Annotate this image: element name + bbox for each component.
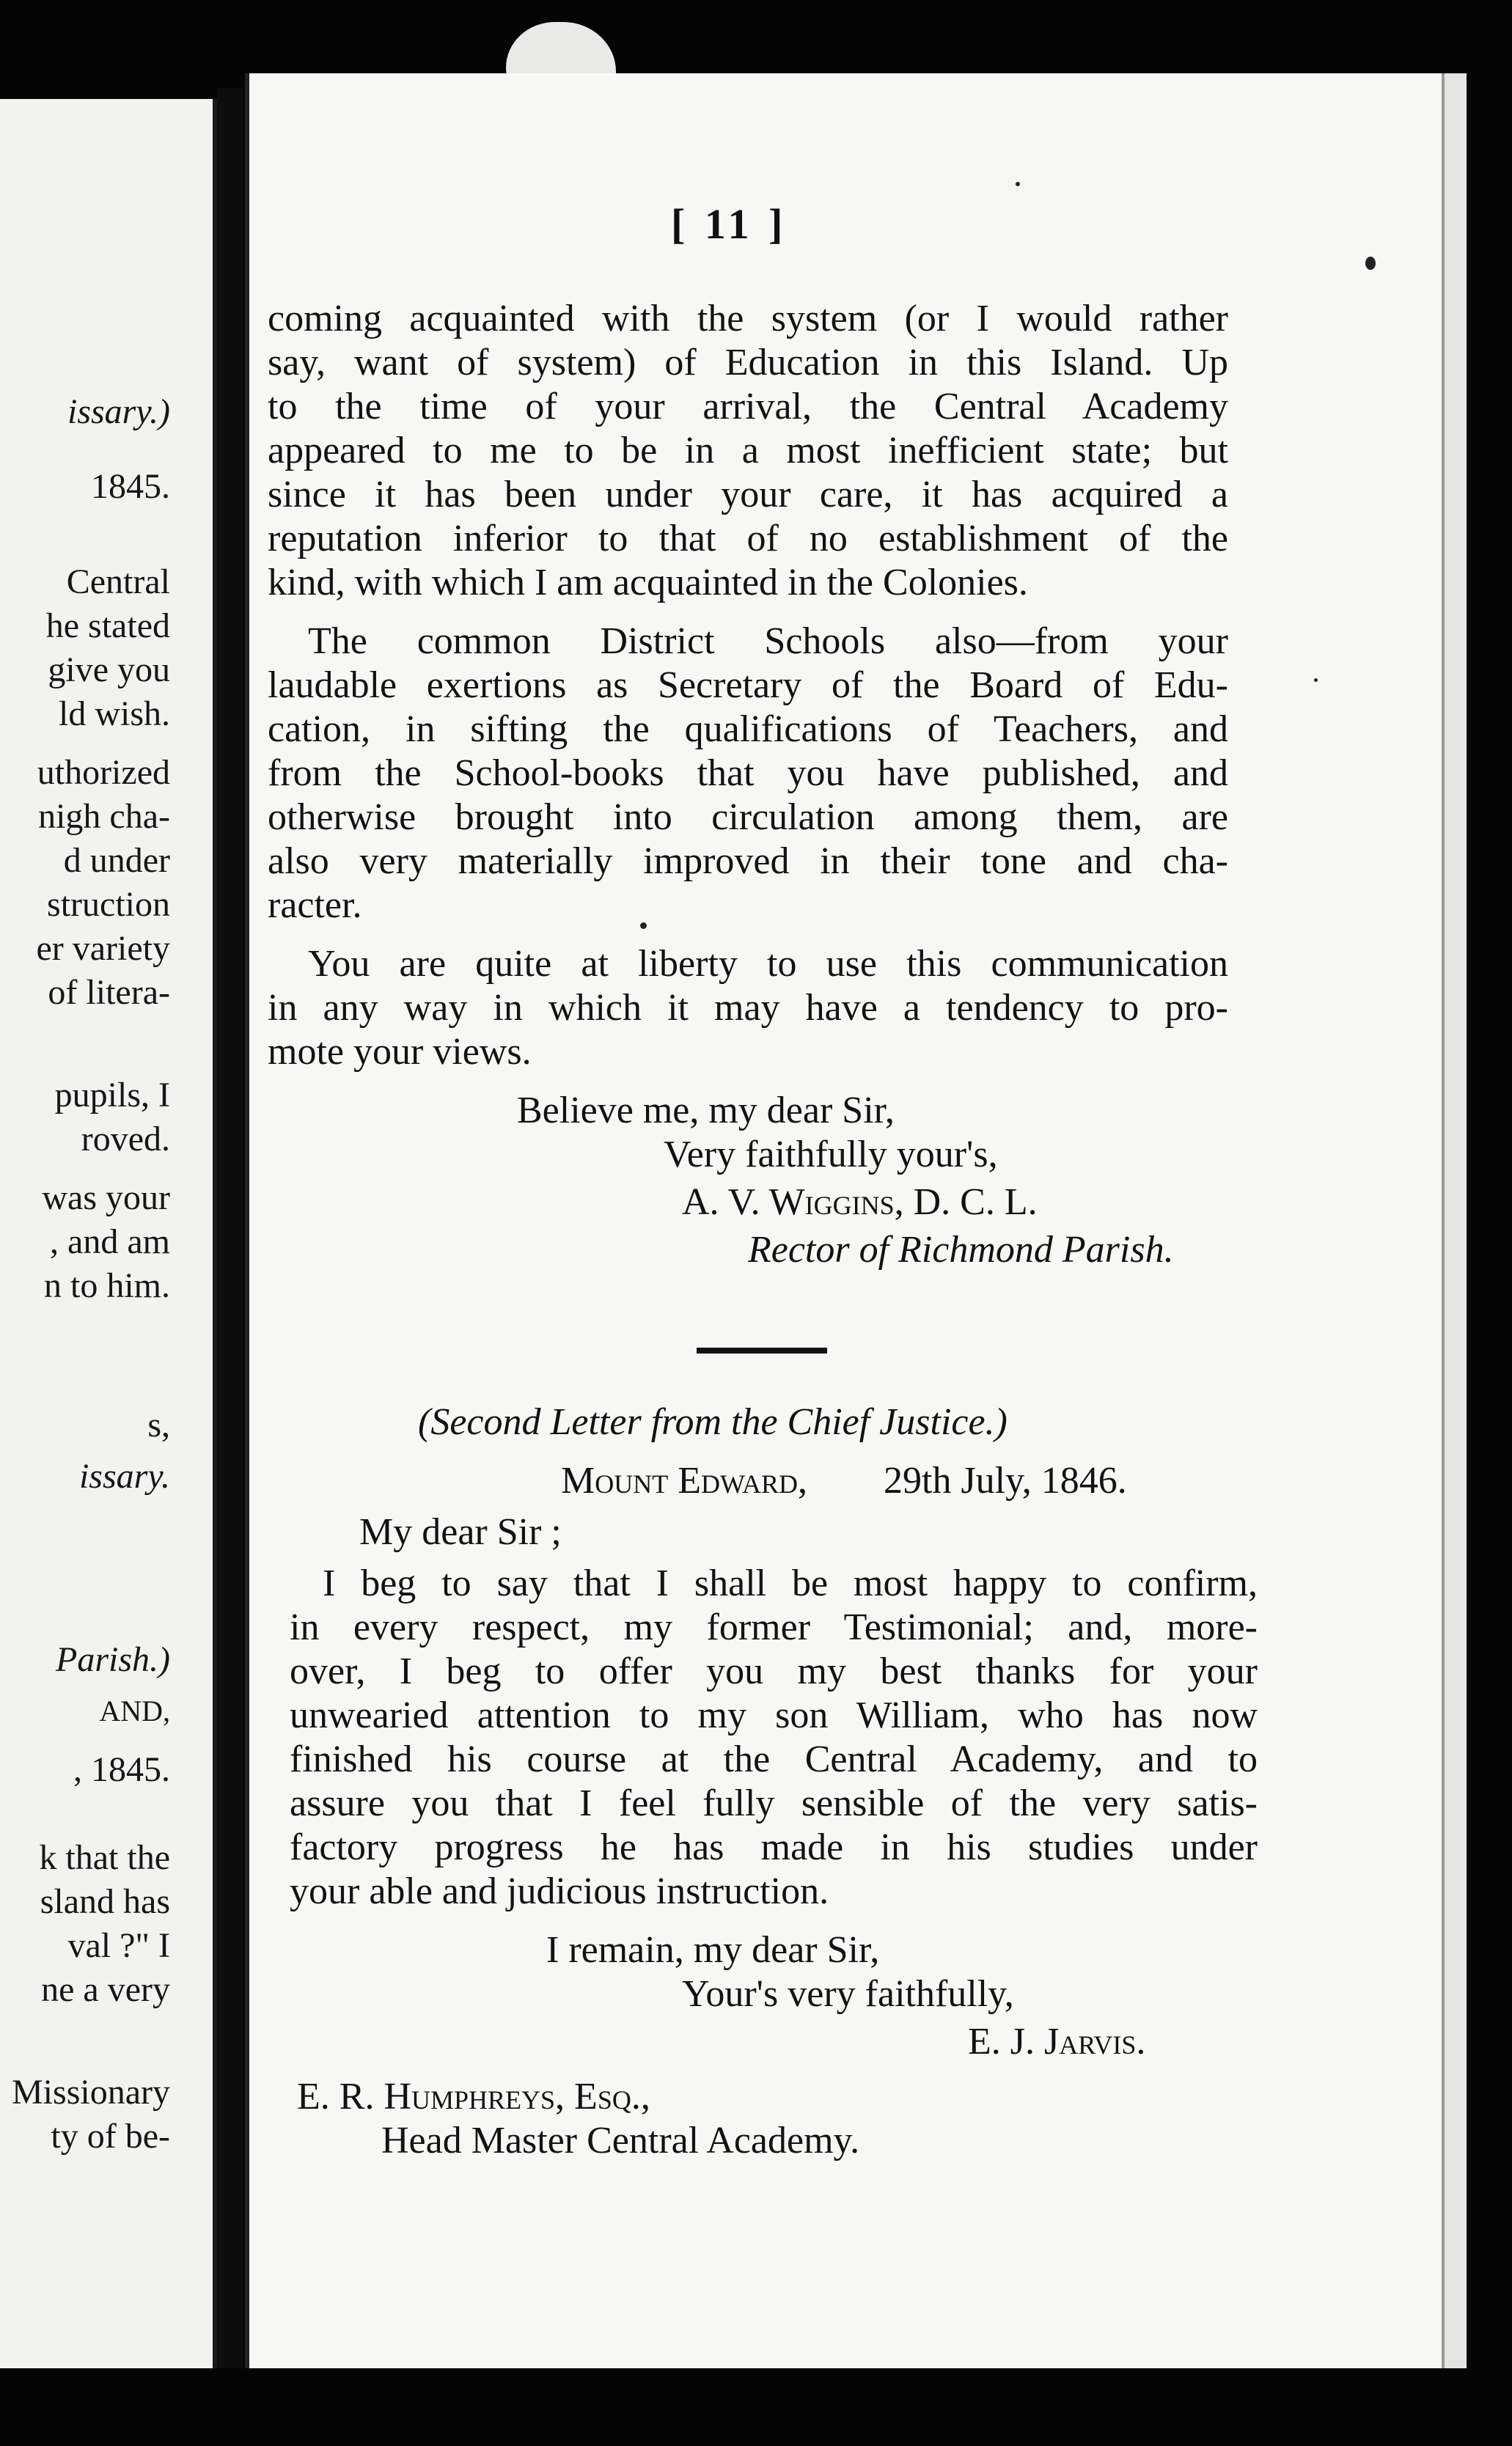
text-line: say, want of system) of Education in this Island. Up [268, 342, 1228, 383]
text-line: coming acquainted with the system (or I would rather [268, 298, 1228, 339]
text-line: from the School-books that you have published, and [268, 752, 1228, 794]
left-line: ne a very [41, 1970, 170, 2009]
dateline-date: 29th July, 1846. [884, 1460, 1127, 1502]
section-heading: (Second Letter from the Chief Justice.) [418, 1401, 1008, 1443]
left-line: roved. [81, 1120, 170, 1158]
signatory-title: Rector of Richmond Parish. [748, 1229, 1174, 1271]
text-line: racter. [268, 884, 362, 926]
text-line: appeared to me to be in a most inefficient state; but [268, 430, 1228, 471]
left-line: s, [147, 1406, 170, 1444]
left-line: uthorized [37, 753, 170, 792]
closing-line: Very faithfully your's, [664, 1134, 998, 1175]
text-line: to the time of your arrival, the Central Academy [268, 386, 1228, 427]
text-line: kind, with which I am acquainted in the Colonies. [268, 562, 1028, 603]
left-line: , and am [50, 1222, 170, 1261]
left-line: pupils, I [54, 1076, 170, 1114]
ink-speck [640, 922, 647, 929]
left-line: k that the [39, 1838, 170, 1877]
text-line: finished his course at the Central Academy, and to [290, 1738, 1258, 1780]
closing-line: I remain, my dear Sir, [546, 1929, 880, 1971]
left-line: er variety [36, 929, 170, 968]
closing-line: Your's very faithfully, [682, 1973, 1014, 2015]
left-line: n to him. [43, 1266, 170, 1305]
ink-speck [1314, 678, 1318, 682]
left-line: struction [47, 885, 170, 924]
left-line: , 1845. [73, 1750, 170, 1789]
left-line: 1845. [91, 467, 170, 506]
left-line: nigh cha- [38, 797, 170, 836]
left-line: of litera- [48, 973, 170, 1012]
previous-page-fragment [0, 99, 217, 2368]
dateline-place: Mount Edward, [561, 1460, 807, 1502]
signature: E. J. Jarvis. [968, 2021, 1146, 2063]
left-line: he stated [45, 606, 170, 645]
left-line: was your [42, 1178, 170, 1217]
left-line: ty of be- [51, 2117, 170, 2156]
left-line: issary. [78, 1457, 170, 1496]
text-line: mote your views. [268, 1031, 532, 1073]
text-line: over, I beg to offer you my best thanks for your [290, 1650, 1258, 1692]
text-line: I beg to say that I shall be most happy to confirm, [323, 1562, 1258, 1604]
text-line: cation, in sifting the qualifications of Teachers, and [268, 708, 1228, 750]
left-line: ld wish. [58, 694, 170, 733]
recipient-role: Head Master Central Academy. [381, 2120, 860, 2162]
text-line: in every respect, my former Testimonial; and, more- [290, 1606, 1258, 1648]
text-line: You are quite at liberty to use this communication [308, 943, 1228, 985]
left-line: give you [48, 650, 170, 689]
salutation: My dear Sir ; [359, 1511, 562, 1553]
closing-line: Believe me, my dear Sir, [517, 1090, 895, 1131]
text-line: laudable exertions as Secretary of the Board of Edu- [268, 664, 1228, 706]
text-line: also very materially improved in their tone and cha- [268, 840, 1228, 882]
left-line: d under [63, 841, 170, 880]
recipient-name: E. R. Humphreys, Esq., [297, 2076, 650, 2118]
text-line: unwearied attention to my son William, who has now [290, 1694, 1258, 1736]
signature: A. V. Wiggins, D. C. L. [682, 1181, 1038, 1223]
text-line: otherwise brought into circulation among them, are [268, 796, 1228, 838]
left-line: Central [66, 562, 170, 601]
text-line: assure you that I feel fully sensible of the very satis- [290, 1782, 1258, 1824]
ink-speck [1016, 182, 1020, 186]
text-line: in any way in which it may have a tendency to pro- [268, 987, 1228, 1029]
text-line: your able and judicious instruction. [290, 1870, 829, 1912]
text-line: since it has been under your care, it has acquired a [268, 474, 1228, 515]
left-line: sland has [40, 1882, 170, 1921]
left-line: val ?" I [67, 1926, 170, 1965]
book-spine-gutter [217, 88, 243, 2368]
left-line: issary.) [67, 392, 170, 431]
page-number: [ 11 ] [671, 200, 788, 248]
left-line: AND, [99, 1694, 170, 1727]
section-divider [697, 1348, 827, 1354]
text-line: The common District Schools also—from your [308, 620, 1228, 662]
text-line: reputation inferior to that of no establishment of the [268, 518, 1228, 559]
ink-speck [1365, 257, 1376, 270]
text-line: factory progress he has made in his studies under [290, 1826, 1258, 1868]
left-line: Parish.) [56, 1640, 170, 1679]
left-line: Missionary [12, 2073, 170, 2112]
